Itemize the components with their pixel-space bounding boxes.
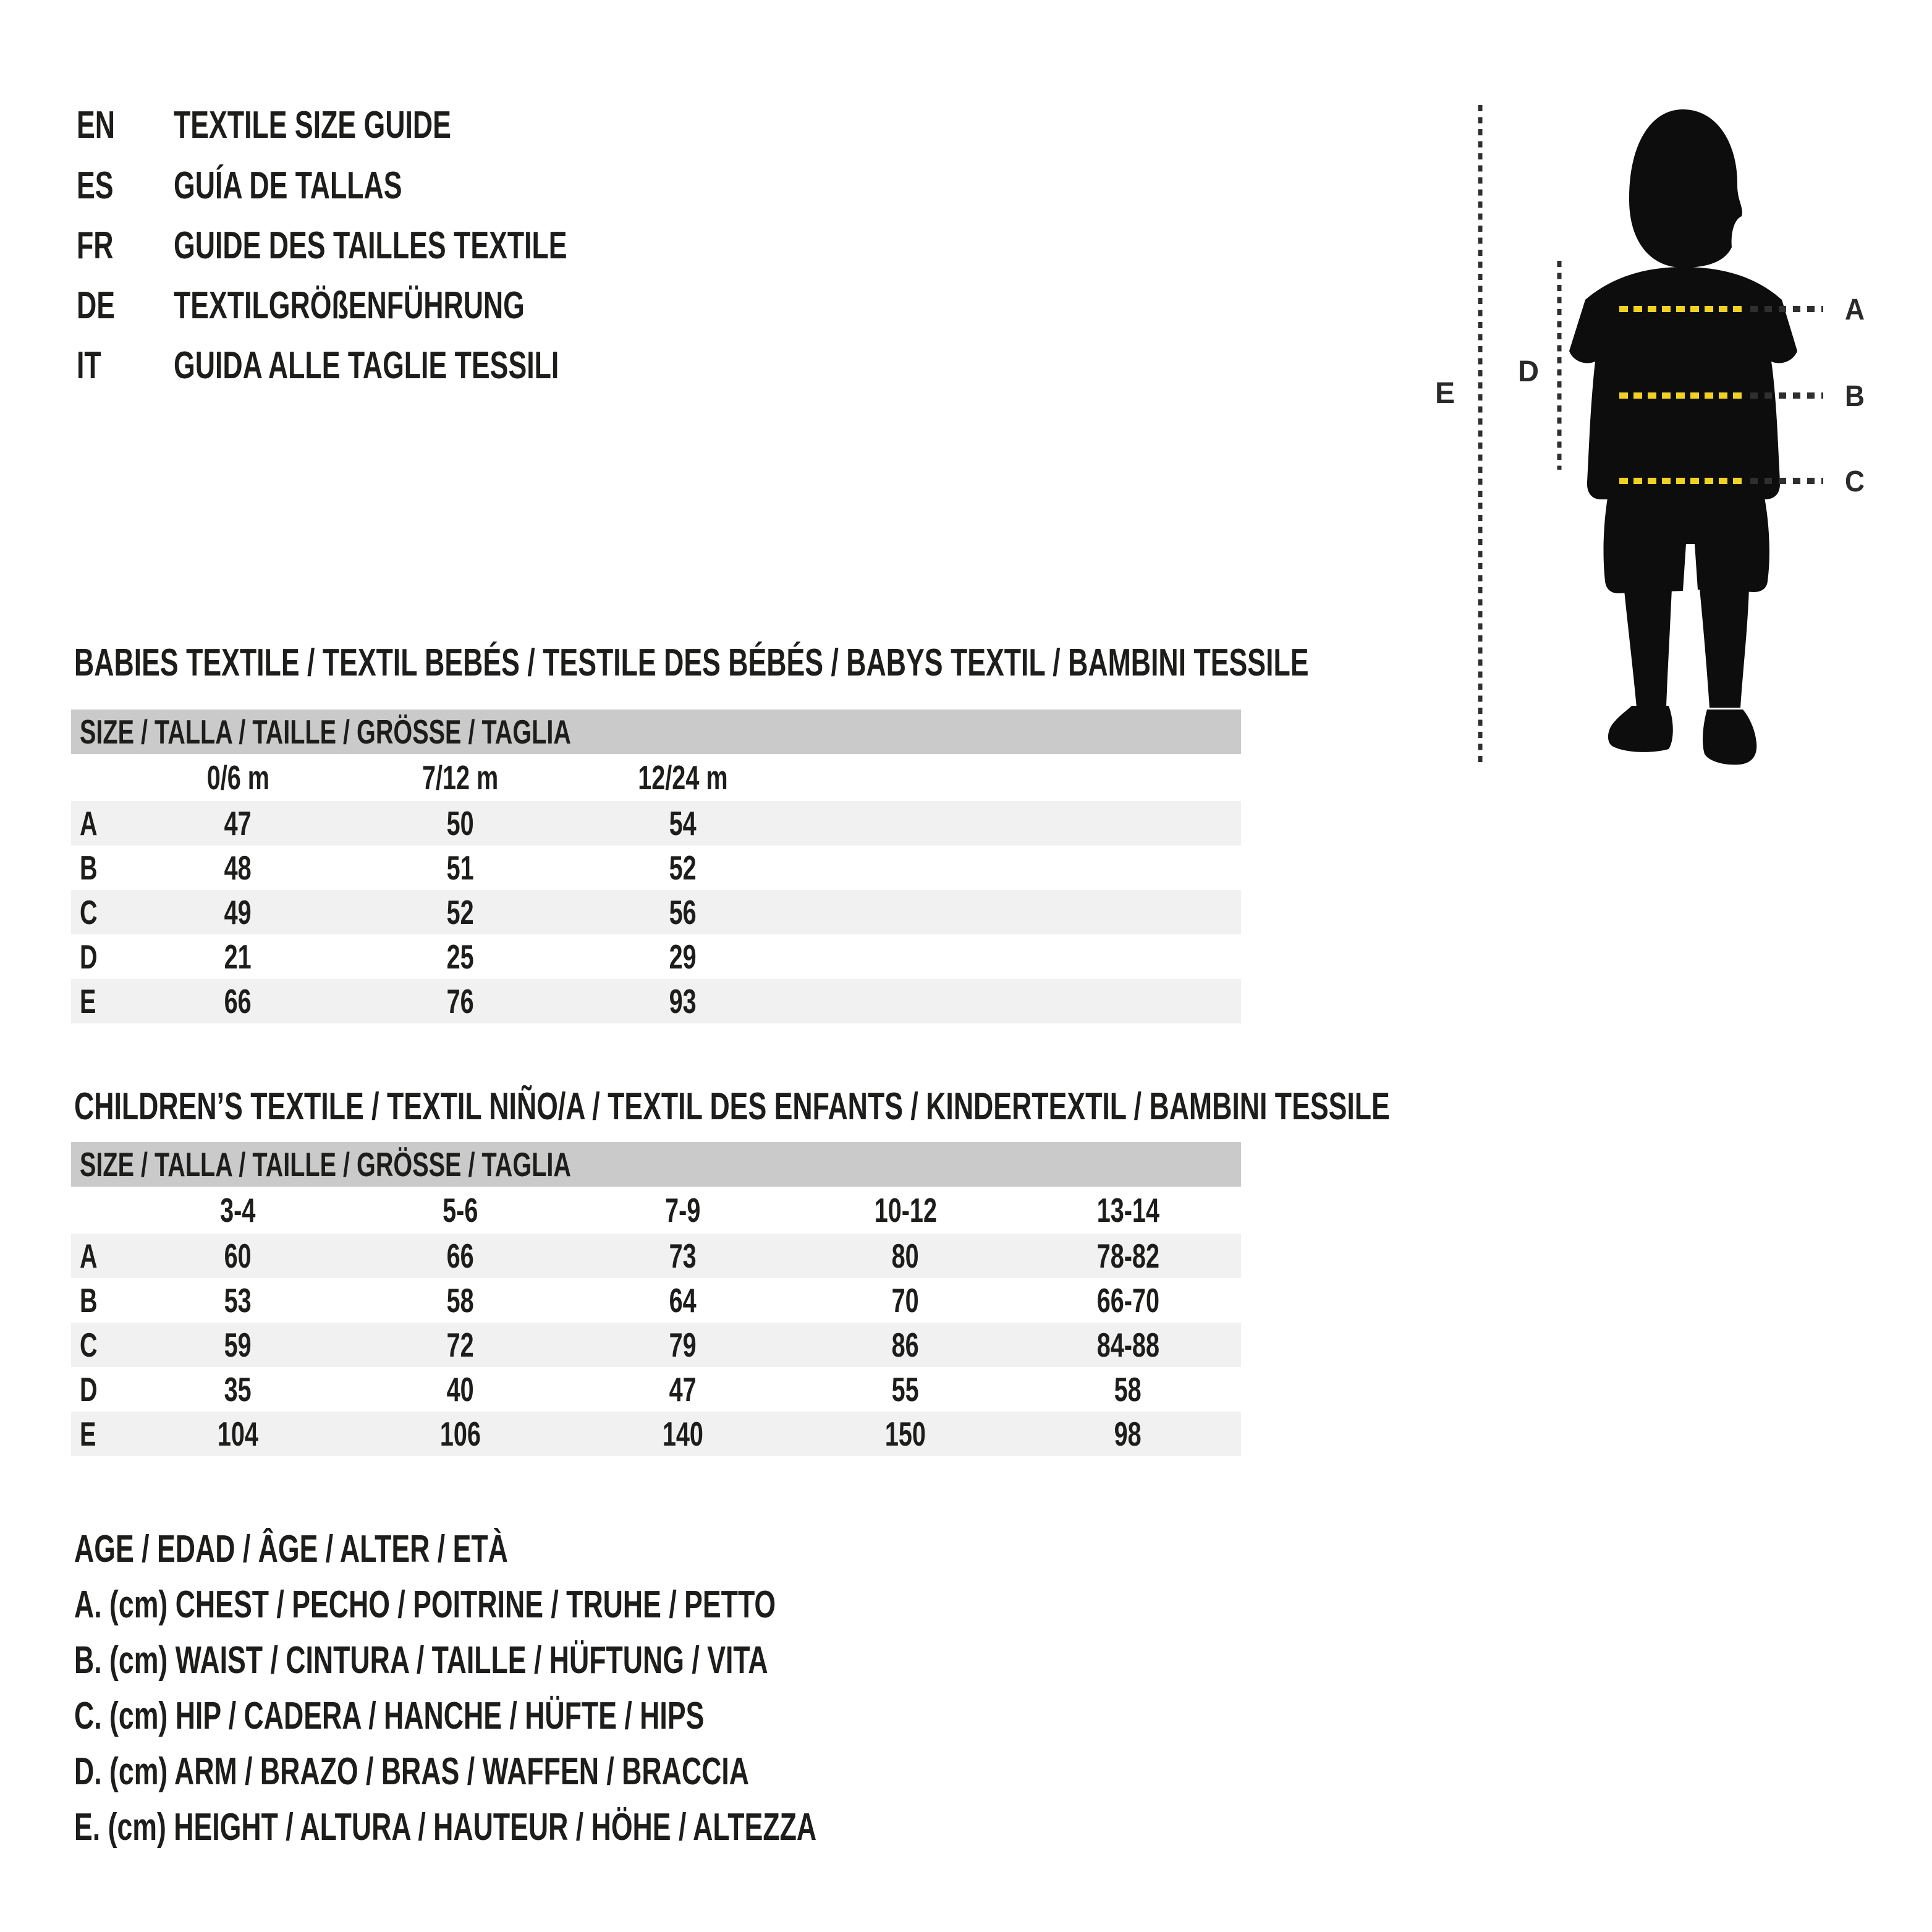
lang-row-en <box>77 103 559 147</box>
babies-column-header-row <box>71 754 1241 801</box>
children-section-title: CHILDREN’S TEXTILE / TEXTIL NIÑO/A / TEXTIL DES ENFANTS / KINDERTEXTIL / BAMBINI TESSILE <box>74 1085 1390 1128</box>
lang-row-es <box>77 163 491 208</box>
row-label: B <box>80 1281 98 1320</box>
children-col-0: 3-4 <box>220 1191 256 1229</box>
babies-col-0: 0/6 m <box>206 758 269 797</box>
children-size-table <box>71 1142 1241 1456</box>
children-col-1: 5-6 <box>443 1191 478 1229</box>
lang-code-it: IT <box>77 344 101 387</box>
marker-label-a: A <box>1845 294 1865 326</box>
table-row: D 21 25 29 <box>80 938 697 976</box>
table-row: D 35 40 47 55 58 <box>80 1370 1142 1409</box>
children-col-2: 7-9 <box>665 1191 701 1229</box>
lang-code-en: EN <box>77 103 116 146</box>
marker-label-e: E <box>1435 377 1455 410</box>
children-col-4: 13-14 <box>1096 1191 1159 1229</box>
silhouette-right-shoe <box>1703 710 1756 765</box>
silhouette-torso-arms <box>1569 267 1797 499</box>
babies-col-2: 12/24 m <box>638 758 728 797</box>
lang-row-it <box>77 343 709 388</box>
lang-row-fr <box>77 223 720 268</box>
row-label: C <box>80 1326 98 1364</box>
children-column-header-row <box>71 1187 1241 1234</box>
row-label: A <box>80 804 98 842</box>
row-label: D <box>80 938 98 976</box>
table-row: B 48 51 52 <box>80 849 697 887</box>
table-row: C 59 72 79 86 84-88 <box>71 1323 1241 1367</box>
legend-height-row: E. (cm) HEIGHT / ALTURA / HAUTEUR / HÖHE / ALTEZZA <box>74 1805 817 1849</box>
table-row: E 66 76 93 <box>71 979 1241 1023</box>
lang-code-es: ES <box>77 164 114 207</box>
table-row: C 49 52 56 <box>71 890 1241 934</box>
lang-label-fr: GUIDE DES TAILLES TEXTILE <box>174 224 567 267</box>
babies-col-1: 7/12 m <box>422 758 499 797</box>
row-label: D <box>80 1370 98 1409</box>
lang-label-en: TEXTILE SIZE GUIDE <box>174 103 451 146</box>
table-row: B 53 58 64 70 66-70 <box>80 1281 1159 1320</box>
marker-label-d: D <box>1518 355 1539 388</box>
lang-row-de <box>77 283 661 328</box>
table-row: E 104 106 140 150 98 <box>71 1412 1241 1456</box>
marker-label-b: B <box>1845 380 1865 413</box>
children-table-header-bar: SIZE / TALLA / TAILLE / GRÖSSE / TAGLIA <box>71 1142 1241 1187</box>
children-col-3: 10-12 <box>874 1191 937 1229</box>
row-label: E <box>80 1415 96 1453</box>
babies-size-table <box>71 710 1241 1023</box>
marker-label-c: C <box>1845 465 1865 498</box>
babies-section-title: BABIES TEXTILE / TEXTIL BEBÉS / TESTILE DES BÉBÉS / BABYS TEXTIL / BAMBINI TESSILE <box>74 641 1309 684</box>
babies-table-header-bar: SIZE / TALLA / TAILLE / GRÖSSE / TAGLIA <box>71 710 1241 754</box>
lang-label-de: TEXTILGRÖßENFÜHRUNG <box>174 284 525 327</box>
row-label: C <box>80 893 98 931</box>
legend-hip-row: C. (cm) HIP / CADERA / HANCHE / HÜFTE / HIPS <box>74 1694 705 1737</box>
legend-age-row: AGE / EDAD / ÂGE / ALTER / ETÀ <box>74 1527 508 1570</box>
row-label: E <box>80 982 96 1020</box>
silhouette-head <box>1629 109 1742 268</box>
lang-code-fr: FR <box>77 224 114 267</box>
table-row: A 60 66 73 80 78-82 <box>71 1234 1241 1278</box>
table-row: A 47 50 54 <box>71 801 1241 845</box>
silhouette-shorts <box>1604 494 1769 593</box>
silhouette-left-shoe <box>1608 706 1673 752</box>
legend-waist-row: B. (cm) WAIST / CINTURA / TAILLE / HÜFTUNG / VITA <box>74 1638 768 1682</box>
row-label: B <box>80 849 98 887</box>
legend-arm-row: D. (cm) ARM / BRAZO / BRAS / WAFFEN / BRACCIA <box>74 1750 750 1793</box>
row-label: A <box>80 1237 98 1275</box>
legend-chest-row: A. (cm) CHEST / PECHO / POITRINE / TRUHE / PETTO <box>74 1583 776 1626</box>
lang-code-de: DE <box>77 284 116 327</box>
lang-label-it: GUIDA ALLE TAGLIE TESSILI <box>174 344 559 387</box>
lang-label-es: GUÍA DE TALLAS <box>174 164 402 207</box>
